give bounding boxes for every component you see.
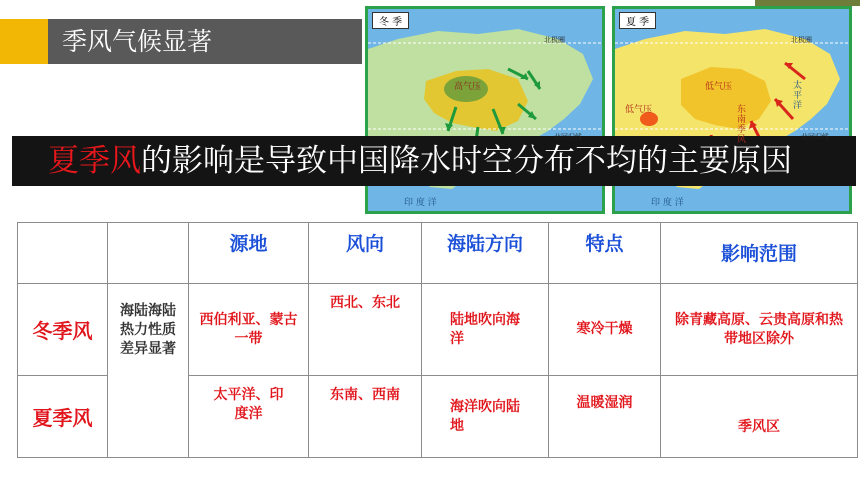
pacific-label: 太平洋 xyxy=(793,81,803,111)
summer-tropic-label: 北回归线 xyxy=(801,133,829,141)
summer-north-pole-label: 北极圈 xyxy=(791,36,812,44)
summer-low-pressure-label: 低气压 xyxy=(705,82,733,92)
summer-direction: 东南、西南 xyxy=(309,376,422,458)
winter-land-sea: 陆地吹向海洋 xyxy=(422,284,549,376)
monsoon-comparison-table xyxy=(17,222,858,458)
conclusion-banner xyxy=(12,136,856,186)
winter-tropic-label: 北回归线 xyxy=(554,133,582,141)
winter-direction: 西北、东北 xyxy=(309,284,422,376)
table-header-row xyxy=(18,223,858,284)
high-pressure-label: 高气压 xyxy=(454,82,482,92)
monsoon-cause: 海陆海陆热力性质差异显著 xyxy=(108,284,189,458)
empty-header-cell xyxy=(108,223,189,284)
table-row xyxy=(18,284,858,376)
summer-range: 季风区 xyxy=(661,376,858,458)
winter-source: 西伯利亚、蒙古一带 xyxy=(189,284,309,376)
winter-season-label: 冬 季 xyxy=(372,12,409,29)
summer-ocean-label: 印 度 洋 xyxy=(651,198,684,208)
southeast-monsoon-label: 东南季风 xyxy=(737,105,747,145)
title-accent xyxy=(0,19,48,64)
header-direction: 风向 xyxy=(309,223,422,284)
winter-north-pole-label: 北极圈 xyxy=(544,36,565,44)
title-bar xyxy=(0,19,362,64)
winter-monsoon-label: 冬季风 xyxy=(18,284,108,376)
header-source: 源地 xyxy=(189,223,309,284)
banner-text xyxy=(48,136,792,186)
summer-land-sea: 海洋吹向陆地 xyxy=(422,376,549,458)
summer-feature: 温暖湿润 xyxy=(549,376,661,458)
banner-highlight: 夏季风 xyxy=(48,143,141,179)
header-range: 影响范围 xyxy=(661,223,858,284)
header-land-sea: 海陆方向 xyxy=(422,223,549,284)
header-feature: 特点 xyxy=(549,223,661,284)
summer-monsoon-label: 夏季风 xyxy=(18,376,108,458)
banner-rest: 的影响是导致中国降水时空分布不均的主要原因 xyxy=(141,143,792,179)
winter-ocean-label: 印 度 洋 xyxy=(404,198,437,208)
page-title: 季风气候显著 xyxy=(62,27,213,56)
empty-header-cell xyxy=(18,223,108,284)
summer-season-label: 夏 季 xyxy=(619,12,656,29)
summer-source: 太平洋、印度洋 xyxy=(189,376,309,458)
winter-feature: 寒冷干燥 xyxy=(549,284,661,376)
winter-range: 除青藏高原、云贵高原和热带地区除外 xyxy=(661,284,858,376)
south-asia-low-pressure-label: 低气压 xyxy=(625,105,653,115)
